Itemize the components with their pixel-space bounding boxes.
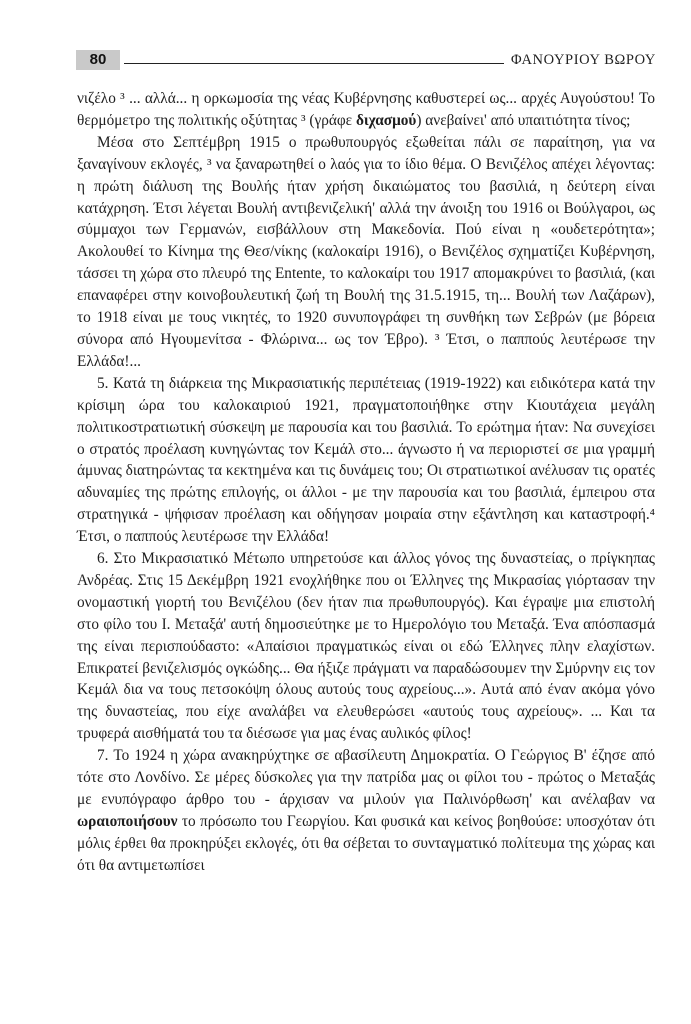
- header-rule: [124, 63, 504, 64]
- paragraph-1-text-b: ) ανεβαίνει' από υπαιτιότητα τίνος;: [416, 111, 631, 129]
- body-text: [77, 88, 655, 877]
- paragraph-5-text-a: 7. Το 1924 η χώρα ανακηρύχτηκε σε αβασίλευτη Δημοκρατία. Ο Γεώργιος Β' έζησε από τότε στο Λονδίνο. Σε μέρες δύσκολες για την πατρίδα μας οι φίλοι του - πρώτος ο Μεταξάς με ενυπόγραφο άρθρο του - άρχισαν να μιλούν για Παλινόρθωση' και ανέλαβαν να: [77, 747, 655, 808]
- paragraph-2: Μέσα στο Σεπτέμβρη 1915 ο πρωθυπουργός εξωθείται πάλι σε παραίτηση, για να ξαναγίνουν εκλογές, ³ να ξαναρωτηθεί ο λαός για το ίδιο θέμα. Ο Βενιζέλος απέχει λέγοντας: η πρώτη διάλυση της Βουλής ήταν χρήση δικαιώματος του βασιλιά, η δεύτερη είναι κατάχρηση. Έτσι λέγεται Βουλή αντιβενιζελική' αλλά την άνοιξη του 1916 οι Βούλγαροι, ως σύμμαχοι των Γερμανών, εισβάλλουν στη Μακεδονία. Πού είναι η «ουδετερότητα»; Ακολουθεί το Κίνημα της Θεσ/νίκης (καλοκαίρι 1916), ο Βενιζέλος σχηματίζει Κυβέρνηση, τάσσει τη χώρα στο πλευρό της Entente, το καλοκαίρι του 1917 απομακρύνει το βασιλιά, (και επαναφέρει στην κοινοβουλευτική ζωή τη Βουλή της 31.5.1915, τη... Βουλή των Λαζάρων), το 1918 είναι με τους νικητές, το 1920 συνυπογράφει τη συνθήκη των Σεβρών (με βόρεια σύνορα από Ηγουμενίτσα - Φλώρινα... ως τον Έβρο). ³ Έτσι, ο παππούς λευτέρωσε την Ελλάδα!...: [77, 133, 655, 370]
- running-header: [76, 46, 656, 74]
- bold-term-dichasmos: διχασμού: [355, 111, 417, 129]
- paragraph-5-text-b: το πρόσωπο του Γεωργίου. Και φυσικά και κείνος βοηθούσε: υποσχόταν ότι μόλις έρθει θα προκηρύξει εκλογές, ότι θα σέβεται το συνταγματικό πολίτευμα της χώρας και ότι θα αντιμετωπίσει: [77, 812, 655, 874]
- bold-term-oraiopoiisoun: ωραιοποιήσουν: [77, 812, 178, 830]
- paragraph-1: [77, 88, 655, 132]
- paragraph-5: [77, 745, 655, 876]
- paragraph-4: 6. Στο Μικρασιατικό Μέτωπο υπηρετούσε και άλλος γόνος της δυναστείας, ο πρίγκηπας Ανδρέας. Στις 15 Δεκέμβρη 1921 ενοχλήθηκε που οι Έλληνες της Μικρασίας γιόρτασαν την ονομαστική γιορτή του Βενιζέλου (δεν ήταν πια πρωθυπουργός). Και έγραψε μια επιστολή στο φίλο του Ι. Μεταξά' αυτή δημοσιεύτηκε με το Ημερολόγιο του Μεταξά. Ένα απόσπασμά της είναι περισπούδαστο: «Απαίσιοι πραγματικώς είναι οι εδώ Έλληνες πλην ελαχίστων. Επικρατεί βενιζελισμός ογκώδης... Θα ήξιζε πράγματι να παραδώσουμεν την Σμύρνην εις τον Κεμάλ δια να τους πετσοκόψη όλους αυτούς τους αχρείους...». Αυτά από έναν ακόμα γόνο της δυναστείας, που είχε αναλάβει να ελευθερώσει «αυτούς τους αχρείους». ... Και τα τρυφερά αισθήματά του τα διέσωσε για μας ένας αυλικός φίλος!: [77, 550, 655, 743]
- paragraph-3: 5. Κατά τη διάρκεια της Μικρασιατικής περιπέτειας (1919-1922) και ειδικότερα κατά την κρίσιμη ώρα του καλοκαιριού 1921, πραγματοποιήθηκε στην Κιουτάχεια μεγάλη πολιτικοστρατιωτική σύσκεψη με παρουσία και του βασιλιά. Το ερώτημα ήταν: Να συνεχίσει ο στρατός προέλαση κυνηγώντας τον Κεμάλ στο... άγνωστο ή να περιοριστεί σε μια γραμμή άμυνας διατηρώντας τα κεκτημένα και τις δυνάμεις του; Οι στρατιωτικοί ανέλυσαν τις ορατές αδυναμίες της πρώτης επιλογής, οι άλλοι - με την παρουσία και του βασιλιά, έμπειρου στα στρατηγικά - ψήφισαν προέλαση και οδήγησαν μοιραία στην εξάντληση και καταστροφή.⁴ Έτσι, ο παππούς λευτέρωσε την Ελλάδα!: [77, 374, 655, 546]
- paragraph-1-text-a: νιζέλο ³ ... αλλά... η ορκωμοσία της νέας Κυβέρνησης καθυστερεί ως... αρχές Αυγούστου! Το θερμόμετρο της πολιτικής οξύτητας ³ (γράφε: [77, 90, 655, 129]
- running-head-author: ΦΑΝΟΥΡΙΟΥ ΒΩΡΟΥ: [510, 52, 656, 68]
- page-number: 80: [76, 50, 120, 70]
